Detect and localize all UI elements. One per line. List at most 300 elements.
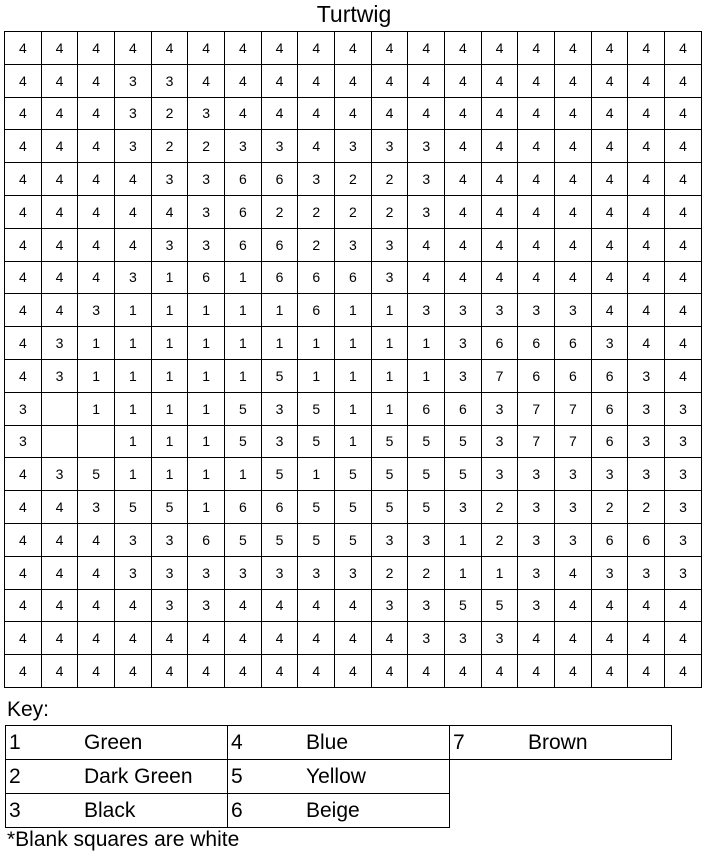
grid-cell: 4: [408, 97, 445, 130]
grid-cell: 2: [151, 97, 188, 130]
grid-cell: 4: [591, 228, 628, 261]
grid-cell: 4: [41, 64, 78, 97]
grid-cell: 1: [151, 359, 188, 392]
grid-cell: 4: [628, 261, 665, 294]
grid-cell: 3: [518, 589, 555, 622]
grid-cell: 3: [371, 130, 408, 163]
grid-cell: 4: [41, 523, 78, 556]
grid-cell: 4: [5, 491, 42, 524]
grid-cell: 4: [41, 261, 78, 294]
grid-row: [5, 228, 702, 261]
grid-cell: 6: [298, 294, 335, 327]
grid-cell: 3: [371, 261, 408, 294]
grid-cell: 4: [5, 195, 42, 228]
grid-cell: 3: [335, 228, 372, 261]
grid-cell: 4: [298, 130, 335, 163]
grid-cell: 4: [298, 589, 335, 622]
grid-cell: 4: [188, 32, 225, 65]
grid-cell: 4: [518, 228, 555, 261]
grid-cell: 1: [445, 523, 482, 556]
grid-cell: 4: [591, 32, 628, 65]
grid-cell: 1: [188, 359, 225, 392]
grid-cell: 5: [371, 458, 408, 491]
grid-cell: 3: [188, 556, 225, 589]
grid-cell: 4: [5, 359, 42, 392]
grid-cell: 3: [518, 491, 555, 524]
grid-cell: 3: [408, 163, 445, 196]
grid-cell: 6: [518, 327, 555, 360]
grid-cell: 6: [225, 163, 262, 196]
grid-cell: 3: [188, 589, 225, 622]
grid-cell: 3: [115, 64, 152, 97]
grid-cell: 1: [445, 556, 482, 589]
grid-cell: 4: [41, 622, 78, 655]
key-empty-cell: [450, 760, 672, 794]
grid-cell: 4: [41, 589, 78, 622]
grid-cell: 5: [261, 523, 298, 556]
grid-cell: 3: [555, 458, 592, 491]
grid-cell: 4: [5, 97, 42, 130]
grid-cell: 3: [481, 294, 518, 327]
grid-cell: 4: [261, 622, 298, 655]
grid-cell: 4: [555, 32, 592, 65]
grid-cell: 4: [591, 163, 628, 196]
grid-cell: 1: [335, 327, 372, 360]
grid-cell: 4: [665, 130, 702, 163]
grid-cell: 4: [445, 655, 482, 688]
color-key-table: [5, 725, 672, 828]
grid-cell: 1: [115, 392, 152, 425]
key-number: 5: [228, 760, 304, 794]
grid-cell: 3: [628, 392, 665, 425]
grid-cell: 5: [408, 491, 445, 524]
grid-cell: 3: [151, 589, 188, 622]
grid-cell: 5: [298, 425, 335, 458]
grid-cell: 4: [115, 622, 152, 655]
grid-cell: 4: [78, 589, 115, 622]
grid-cell: 4: [298, 97, 335, 130]
grid-cell: 4: [5, 64, 42, 97]
grid-cell: 4: [298, 622, 335, 655]
grid-cell: 2: [261, 195, 298, 228]
grid-cell: 4: [335, 655, 372, 688]
grid-cell: 4: [371, 655, 408, 688]
grid-cell: 4: [335, 32, 372, 65]
grid-row: [5, 163, 702, 196]
grid-cell: 4: [555, 622, 592, 655]
grid-cell: 4: [78, 622, 115, 655]
grid-cell: 1: [335, 392, 372, 425]
grid-cell: 5: [78, 458, 115, 491]
grid-cell: [78, 425, 115, 458]
grid-cell: 1: [225, 458, 262, 491]
grid-cell: 1: [115, 359, 152, 392]
grid-cell: 3: [188, 195, 225, 228]
grid-cell: 4: [335, 589, 372, 622]
grid-cell: 4: [78, 655, 115, 688]
key-label: Key:: [7, 698, 50, 721]
grid-cell: 3: [591, 556, 628, 589]
grid-cell: 4: [665, 64, 702, 97]
grid-cell: 4: [445, 228, 482, 261]
grid-cell: 4: [481, 32, 518, 65]
grid-cell: 4: [78, 130, 115, 163]
grid-cell: 2: [481, 523, 518, 556]
grid-cell: 3: [665, 392, 702, 425]
grid-cell: 4: [408, 32, 445, 65]
grid-cell: 1: [371, 294, 408, 327]
grid-cell: 4: [481, 163, 518, 196]
grid-cell: 3: [628, 359, 665, 392]
grid-cell: 5: [371, 491, 408, 524]
grid-cell: 1: [261, 294, 298, 327]
grid-cell: 4: [591, 64, 628, 97]
grid-cell: 3: [628, 458, 665, 491]
grid-cell: 3: [518, 556, 555, 589]
grid-cell: 3: [151, 64, 188, 97]
grid-cell: 4: [151, 622, 188, 655]
grid-cell: 4: [665, 655, 702, 688]
grid-cell: 3: [115, 523, 152, 556]
grid-cell: 4: [41, 130, 78, 163]
grid-cell: 3: [188, 163, 225, 196]
grid-cell: 4: [225, 589, 262, 622]
grid-cell: 4: [628, 64, 665, 97]
grid-cell: 2: [335, 163, 372, 196]
key-number: 7: [450, 726, 526, 760]
grid-cell: 3: [665, 491, 702, 524]
grid-cell: 4: [5, 228, 42, 261]
grid-cell: 4: [628, 195, 665, 228]
grid-cell: 1: [78, 327, 115, 360]
grid-cell: 4: [115, 589, 152, 622]
grid-cell: 1: [151, 392, 188, 425]
grid-cell: 1: [335, 425, 372, 458]
grid-cell: 3: [518, 294, 555, 327]
grid-cell: 6: [335, 261, 372, 294]
grid-cell: 4: [371, 64, 408, 97]
grid-cell: 3: [115, 261, 152, 294]
grid-cell: 3: [5, 425, 42, 458]
grid-cell: 4: [41, 195, 78, 228]
grid-cell: 3: [628, 425, 665, 458]
grid-cell: 1: [188, 458, 225, 491]
grid-cell: 4: [78, 261, 115, 294]
grid-cell: 5: [261, 359, 298, 392]
grid-cell: 4: [591, 622, 628, 655]
grid-cell: 5: [225, 392, 262, 425]
grid-cell: 1: [298, 327, 335, 360]
grid-cell: 4: [41, 491, 78, 524]
grid-cell: 4: [555, 97, 592, 130]
grid-cell: 1: [78, 359, 115, 392]
grid-cell: 4: [555, 655, 592, 688]
grid-cell: 5: [481, 589, 518, 622]
grid-cell: 1: [115, 425, 152, 458]
grid-cell: 2: [335, 195, 372, 228]
grid-cell: 3: [481, 458, 518, 491]
grid-cell: 6: [445, 392, 482, 425]
grid-cell: 3: [151, 523, 188, 556]
grid-cell: 2: [298, 195, 335, 228]
grid-cell: 4: [5, 622, 42, 655]
key-number: 3: [6, 794, 82, 828]
grid-cell: 4: [481, 195, 518, 228]
grid-cell: 3: [518, 523, 555, 556]
grid-cell: 4: [408, 64, 445, 97]
grid-cell: 4: [5, 655, 42, 688]
key-number: 1: [6, 726, 82, 760]
grid-cell: 1: [335, 294, 372, 327]
grid-cell: 3: [408, 622, 445, 655]
grid-cell: 4: [665, 163, 702, 196]
grid-cell: 6: [591, 425, 628, 458]
key-empty-cell: [450, 794, 672, 828]
grid-cell: 4: [151, 32, 188, 65]
grid-cell: 1: [115, 327, 152, 360]
grid-cell: 4: [5, 261, 42, 294]
grid-cell: 3: [115, 130, 152, 163]
grid-row: [5, 589, 702, 622]
grid-cell: 1: [335, 359, 372, 392]
grid-cell: 4: [665, 294, 702, 327]
grid-cell: 3: [445, 491, 482, 524]
grid-cell: 3: [41, 359, 78, 392]
grid-cell: 4: [628, 130, 665, 163]
grid-cell: 3: [591, 327, 628, 360]
key-row: [6, 760, 672, 794]
grid-cell: 4: [41, 655, 78, 688]
grid-cell: 3: [665, 458, 702, 491]
grid-cell: 3: [555, 294, 592, 327]
grid-cell: 4: [225, 622, 262, 655]
grid-cell: 1: [151, 458, 188, 491]
grid-cell: 4: [555, 130, 592, 163]
grid-row: [5, 556, 702, 589]
grid-cell: 1: [371, 327, 408, 360]
grid-cell: 6: [591, 359, 628, 392]
grid-cell: 1: [261, 327, 298, 360]
grid-cell: 4: [445, 64, 482, 97]
grid-cell: 3: [445, 359, 482, 392]
grid-cell: 4: [5, 294, 42, 327]
grid-cell: 3: [518, 458, 555, 491]
grid-cell: 4: [591, 655, 628, 688]
grid-cell: 3: [151, 163, 188, 196]
key-color-name: Brown: [525, 726, 672, 760]
grid-cell: 3: [445, 294, 482, 327]
grid-row: [5, 261, 702, 294]
grid-cell: 4: [518, 195, 555, 228]
grid-cell: 3: [408, 195, 445, 228]
grid-cell: 4: [445, 130, 482, 163]
grid-cell: 4: [78, 556, 115, 589]
key-row: [6, 726, 672, 760]
grid-cell: 4: [188, 655, 225, 688]
grid-cell: 1: [225, 294, 262, 327]
grid-row: [5, 392, 702, 425]
grid-cell: 5: [261, 458, 298, 491]
grid-cell: 3: [298, 163, 335, 196]
grid-cell: 1: [188, 392, 225, 425]
grid-cell: 1: [408, 359, 445, 392]
grid-cell: 4: [5, 523, 42, 556]
grid-cell: 4: [555, 64, 592, 97]
grid-cell: 3: [445, 327, 482, 360]
grid-row: [5, 327, 702, 360]
grid-cell: 3: [555, 523, 592, 556]
grid-cell: 4: [261, 64, 298, 97]
grid-cell: 6: [225, 491, 262, 524]
grid-cell: 4: [628, 228, 665, 261]
grid-cell: 2: [371, 163, 408, 196]
grid-cell: 1: [225, 327, 262, 360]
grid-cell: 5: [225, 523, 262, 556]
grid-cell: 4: [518, 622, 555, 655]
grid-cell: 3: [665, 556, 702, 589]
grid-cell: 4: [445, 32, 482, 65]
grid-cell: 4: [591, 97, 628, 130]
grid-cell: 4: [261, 655, 298, 688]
grid-cell: 1: [151, 327, 188, 360]
grid-cell: 4: [628, 294, 665, 327]
grid-cell: 3: [115, 97, 152, 130]
grid-cell: 3: [41, 327, 78, 360]
grid-cell: 4: [555, 556, 592, 589]
key-number: 6: [228, 794, 304, 828]
grid-cell: 6: [188, 523, 225, 556]
grid-cell: 4: [115, 163, 152, 196]
grid-cell: 4: [665, 32, 702, 65]
grid-row: [5, 622, 702, 655]
grid-cell: 1: [188, 327, 225, 360]
grid-cell: 4: [481, 228, 518, 261]
grid-cell: 4: [41, 228, 78, 261]
grid-cell: 5: [225, 425, 262, 458]
grid-cell: 3: [408, 589, 445, 622]
grid-row: [5, 195, 702, 228]
grid-cell: 3: [151, 556, 188, 589]
grid-cell: 3: [445, 622, 482, 655]
grid-cell: 5: [298, 523, 335, 556]
grid-cell: 3: [261, 556, 298, 589]
grid-cell: 2: [591, 491, 628, 524]
grid-cell: 4: [5, 589, 42, 622]
grid-cell: 3: [371, 228, 408, 261]
grid-cell: 4: [518, 655, 555, 688]
key-color-name: Blue: [303, 726, 450, 760]
grid-cell: 4: [78, 32, 115, 65]
grid-cell: 4: [115, 228, 152, 261]
grid-cell: 4: [518, 130, 555, 163]
grid-cell: 3: [371, 523, 408, 556]
grid-cell: 1: [151, 261, 188, 294]
grid-cell: 3: [225, 556, 262, 589]
grid-cell: 1: [151, 425, 188, 458]
grid-cell: 1: [115, 458, 152, 491]
grid-cell: 3: [151, 228, 188, 261]
grid-cell: 5: [151, 491, 188, 524]
grid-cell: 3: [41, 458, 78, 491]
grid-cell: 4: [78, 64, 115, 97]
grid-cell: 5: [115, 491, 152, 524]
grid-cell: 4: [335, 97, 372, 130]
grid-cell: 5: [335, 523, 372, 556]
grid-cell: 2: [628, 491, 665, 524]
grid-cell: 4: [628, 655, 665, 688]
grid-cell: 4: [555, 195, 592, 228]
grid-cell: 4: [555, 589, 592, 622]
grid-cell: 2: [188, 130, 225, 163]
grid-cell: 1: [408, 327, 445, 360]
key-color-name: Yellow: [303, 760, 450, 794]
grid-cell: 4: [481, 97, 518, 130]
grid-cell: 1: [115, 294, 152, 327]
grid-cell: 4: [628, 589, 665, 622]
grid-cell: 4: [151, 655, 188, 688]
grid-cell: 4: [518, 64, 555, 97]
grid-cell: 6: [408, 392, 445, 425]
grid-cell: 4: [518, 97, 555, 130]
grid-cell: 3: [335, 556, 372, 589]
grid-cell: 4: [445, 195, 482, 228]
grid-cell: 3: [261, 392, 298, 425]
grid-cell: 4: [371, 32, 408, 65]
grid-cell: 4: [298, 32, 335, 65]
grid-cell: 4: [225, 32, 262, 65]
grid-cell: 3: [188, 97, 225, 130]
grid-cell: 4: [665, 97, 702, 130]
grid-cell: 1: [188, 491, 225, 524]
grid-cell: 6: [591, 523, 628, 556]
grid-cell: 5: [298, 491, 335, 524]
grid-cell: 4: [555, 163, 592, 196]
grid-cell: 4: [591, 589, 628, 622]
grid-cell: 4: [628, 622, 665, 655]
grid-cell: 4: [41, 556, 78, 589]
grid-cell: 4: [225, 655, 262, 688]
grid-cell: 6: [261, 228, 298, 261]
grid-row: [5, 425, 702, 458]
grid-cell: 4: [188, 64, 225, 97]
grid-cell: 4: [225, 97, 262, 130]
grid-cell: 1: [225, 359, 262, 392]
grid-cell: 6: [628, 523, 665, 556]
grid-cell: 5: [371, 425, 408, 458]
grid-cell: 4: [41, 97, 78, 130]
grid-cell: 3: [298, 556, 335, 589]
grid-cell: 3: [261, 130, 298, 163]
grid-cell: 4: [481, 655, 518, 688]
grid-cell: 4: [555, 261, 592, 294]
grid-cell: 4: [5, 130, 42, 163]
grid-cell: 6: [225, 195, 262, 228]
grid-cell: 4: [445, 163, 482, 196]
grid-cell: 2: [408, 556, 445, 589]
grid-cell: 6: [591, 392, 628, 425]
grid-cell: 4: [518, 32, 555, 65]
grid-cell: 4: [665, 589, 702, 622]
grid-cell: 6: [481, 327, 518, 360]
grid-cell: 4: [628, 97, 665, 130]
grid-cell: 7: [481, 359, 518, 392]
grid-cell: 3: [188, 228, 225, 261]
grid-cell: 6: [261, 163, 298, 196]
grid-cell: 1: [188, 425, 225, 458]
grid-cell: 7: [555, 425, 592, 458]
grid-row: [5, 130, 702, 163]
grid-cell: 4: [628, 327, 665, 360]
